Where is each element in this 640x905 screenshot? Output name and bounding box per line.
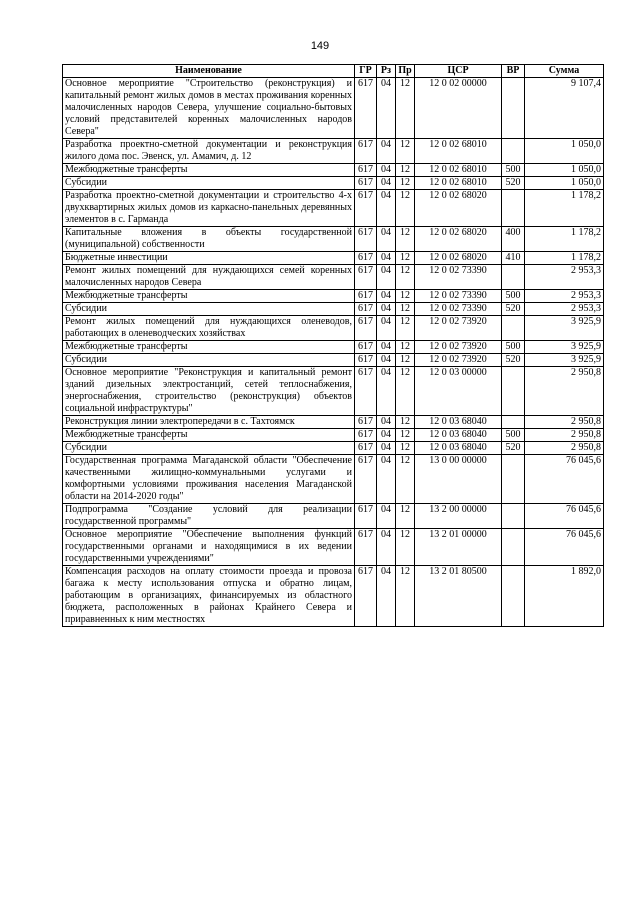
row-rz: 04 — [377, 265, 396, 290]
table-row — [63, 455, 604, 504]
row-name: Разработка проектно-сметной документации и реконструкция жилого дома пос. Эвенск, ул. Амамич, д. 12 — [63, 139, 355, 164]
row-vr — [502, 190, 525, 227]
row-pr: 12 — [396, 455, 415, 504]
row-rz: 04 — [377, 139, 396, 164]
row-csr: 12 0 02 73920 — [415, 341, 502, 354]
table-row — [63, 529, 604, 566]
row-sum: 1 050,0 — [525, 164, 604, 177]
row-rz: 04 — [377, 290, 396, 303]
row-csr: 12 0 02 73390 — [415, 290, 502, 303]
row-sum: 3 925,9 — [525, 354, 604, 367]
row-gr: 617 — [355, 190, 377, 227]
row-name: Ремонт жилых помещений для нуждающихся оленеводов, работающих в оленеводческих хозяйствах — [63, 316, 355, 341]
row-name: Субсидии — [63, 177, 355, 190]
row-csr: 12 0 03 68040 — [415, 416, 502, 429]
row-rz: 04 — [377, 442, 396, 455]
row-pr: 12 — [396, 566, 415, 627]
row-vr: 520 — [502, 303, 525, 316]
row-rz: 04 — [377, 504, 396, 529]
row-pr: 12 — [396, 139, 415, 164]
row-vr: 500 — [502, 164, 525, 177]
row-gr: 617 — [355, 164, 377, 177]
row-vr — [502, 416, 525, 429]
row-pr: 12 — [396, 316, 415, 341]
row-name: Бюджетные инвестиции — [63, 252, 355, 265]
row-name: Основное мероприятие "Реконструкция и капитальный ремонт зданий дизельных электростанций, сетей теплоснабжения, энергоснабжения, строительство (реконструкция) объектов социальной инфраструктуры" — [63, 367, 355, 416]
row-name: Ремонт жилых помещений для нуждающихся семей коренных малочисленных народов Севера — [63, 265, 355, 290]
row-pr: 12 — [396, 78, 415, 139]
row-name: Основное мероприятие "Обеспечение выполнения функций государственными органами и находящимися в их ведении государственными учреждениями" — [63, 529, 355, 566]
budget-table — [62, 64, 604, 627]
row-csr: 12 0 02 73920 — [415, 316, 502, 341]
row-csr: 12 0 03 00000 — [415, 367, 502, 416]
row-vr — [502, 566, 525, 627]
row-rz: 04 — [377, 164, 396, 177]
row-name: Субсидии — [63, 354, 355, 367]
row-vr: 410 — [502, 252, 525, 265]
table-row — [63, 416, 604, 429]
row-name: Капитальные вложения в объекты государственной (муниципальной) собственности — [63, 227, 355, 252]
row-rz: 04 — [377, 566, 396, 627]
row-sum: 2 953,3 — [525, 290, 604, 303]
header-gr: ГР — [355, 65, 377, 78]
row-pr: 12 — [396, 367, 415, 416]
row-vr: 400 — [502, 227, 525, 252]
row-pr: 12 — [396, 303, 415, 316]
row-name: Субсидии — [63, 303, 355, 316]
row-gr: 617 — [355, 566, 377, 627]
row-gr: 617 — [355, 177, 377, 190]
row-pr: 12 — [396, 354, 415, 367]
row-name: Межбюджетные трансферты — [63, 429, 355, 442]
header-vr: ВР — [502, 65, 525, 78]
row-gr: 617 — [355, 442, 377, 455]
row-gr: 617 — [355, 429, 377, 442]
row-csr: 12 0 02 73390 — [415, 303, 502, 316]
row-csr: 13 0 00 00000 — [415, 455, 502, 504]
row-csr: 12 0 02 68020 — [415, 227, 502, 252]
row-rz: 04 — [377, 341, 396, 354]
row-pr: 12 — [396, 252, 415, 265]
row-pr: 12 — [396, 227, 415, 252]
row-sum: 2 950,8 — [525, 416, 604, 429]
row-sum: 2 950,8 — [525, 429, 604, 442]
row-csr: 12 0 02 68020 — [415, 252, 502, 265]
row-vr: 520 — [502, 442, 525, 455]
row-gr: 617 — [355, 303, 377, 316]
row-pr: 12 — [396, 416, 415, 429]
row-sum: 3 925,9 — [525, 316, 604, 341]
row-name: Реконструкция линии электропередачи в с. Тахтоямск — [63, 416, 355, 429]
row-gr: 617 — [355, 139, 377, 164]
row-csr: 12 0 02 68010 — [415, 139, 502, 164]
row-sum: 3 925,9 — [525, 341, 604, 354]
table-row — [63, 164, 604, 177]
header-rz: Рз — [377, 65, 396, 78]
table-row — [63, 354, 604, 367]
row-name: Субсидии — [63, 442, 355, 455]
row-pr: 12 — [396, 504, 415, 529]
row-pr: 12 — [396, 290, 415, 303]
row-rz: 04 — [377, 252, 396, 265]
table-row — [63, 290, 604, 303]
row-csr: 12 0 02 68010 — [415, 164, 502, 177]
row-rz: 04 — [377, 429, 396, 442]
row-rz: 04 — [377, 227, 396, 252]
table-row — [63, 78, 604, 139]
row-gr: 617 — [355, 316, 377, 341]
table-row — [63, 139, 604, 164]
row-vr: 520 — [502, 354, 525, 367]
row-sum: 1 178,2 — [525, 227, 604, 252]
row-csr: 13 2 01 80500 — [415, 566, 502, 627]
row-gr: 617 — [355, 252, 377, 265]
row-gr: 617 — [355, 78, 377, 139]
row-vr: 500 — [502, 341, 525, 354]
row-pr: 12 — [396, 190, 415, 227]
table-row — [63, 252, 604, 265]
header-csr: ЦСР — [415, 65, 502, 78]
row-pr: 12 — [396, 529, 415, 566]
row-vr — [502, 529, 525, 566]
table-row — [63, 566, 604, 627]
row-csr: 12 0 02 73920 — [415, 354, 502, 367]
row-vr — [502, 139, 525, 164]
header-name: Наименование — [63, 65, 355, 78]
row-sum: 1 178,2 — [525, 252, 604, 265]
row-rz: 04 — [377, 455, 396, 504]
table-row — [63, 316, 604, 341]
row-gr: 617 — [355, 504, 377, 529]
table-row — [63, 367, 604, 416]
row-name: Межбюджетные трансферты — [63, 290, 355, 303]
row-vr: 500 — [502, 429, 525, 442]
table-row — [63, 227, 604, 252]
row-gr: 617 — [355, 265, 377, 290]
row-vr — [502, 265, 525, 290]
table-row — [63, 265, 604, 290]
row-vr: 520 — [502, 177, 525, 190]
row-rz: 04 — [377, 316, 396, 341]
row-vr — [502, 316, 525, 341]
row-gr: 617 — [355, 367, 377, 416]
table-row — [63, 341, 604, 354]
row-sum: 2 950,8 — [525, 442, 604, 455]
row-rz: 04 — [377, 177, 396, 190]
row-pr: 12 — [396, 442, 415, 455]
row-csr: 12 0 02 68010 — [415, 177, 502, 190]
row-csr: 12 0 02 00000 — [415, 78, 502, 139]
row-gr: 617 — [355, 416, 377, 429]
row-csr: 13 2 00 00000 — [415, 504, 502, 529]
row-vr: 500 — [502, 290, 525, 303]
row-name: Разработка проектно-сметной документации и строительство 4-х двухквартирных жилых домов из каркасно-панельных деревянных элементов в с. Гарманда — [63, 190, 355, 227]
row-rz: 04 — [377, 303, 396, 316]
row-csr: 12 0 03 68040 — [415, 429, 502, 442]
row-sum: 1 050,0 — [525, 139, 604, 164]
row-sum: 2 953,3 — [525, 303, 604, 316]
header-sum: Сумма — [525, 65, 604, 78]
row-sum: 2 953,3 — [525, 265, 604, 290]
row-rz: 04 — [377, 367, 396, 416]
row-sum: 1 892,0 — [525, 566, 604, 627]
table-row — [63, 504, 604, 529]
row-gr: 617 — [355, 455, 377, 504]
row-csr: 12 0 03 68040 — [415, 442, 502, 455]
header-pr: Пр — [396, 65, 415, 78]
row-rz: 04 — [377, 190, 396, 227]
table-row — [63, 303, 604, 316]
row-csr: 12 0 02 73390 — [415, 265, 502, 290]
row-gr: 617 — [355, 290, 377, 303]
row-pr: 12 — [396, 164, 415, 177]
table-row — [63, 177, 604, 190]
row-gr: 617 — [355, 354, 377, 367]
row-pr: 12 — [396, 429, 415, 442]
row-sum: 76 045,6 — [525, 504, 604, 529]
table-row — [63, 190, 604, 227]
row-gr: 617 — [355, 341, 377, 354]
row-name: Основное мероприятие "Строительство (реконструкция) и капитальный ремонт жилых домов в местах проживания коренных малочисленных народов Севера, улучшение социально-бытовых условий представителей коренных малочисленных народов Севера" — [63, 78, 355, 139]
row-rz: 04 — [377, 78, 396, 139]
row-sum: 9 107,4 — [525, 78, 604, 139]
row-csr: 12 0 02 68020 — [415, 190, 502, 227]
row-rz: 04 — [377, 529, 396, 566]
row-name: Государственная программа Магаданской области "Обеспечение качественными жилищно-коммунальными услугами и комфортными условиями проживания населения Магаданской области на 2014-2020 годы" — [63, 455, 355, 504]
row-vr — [502, 455, 525, 504]
page-number: 149 — [310, 40, 330, 52]
table-header-row — [63, 65, 604, 78]
row-rz: 04 — [377, 354, 396, 367]
row-gr: 617 — [355, 529, 377, 566]
row-name: Межбюджетные трансферты — [63, 341, 355, 354]
row-vr — [502, 78, 525, 139]
row-sum: 76 045,6 — [525, 529, 604, 566]
row-sum: 2 950,8 — [525, 367, 604, 416]
row-vr — [502, 367, 525, 416]
row-sum: 1 050,0 — [525, 177, 604, 190]
row-name: Компенсация расходов на оплату стоимости проезда и провоза багажа к месту использования отпуска и обратно лицам, работающим в организациях, финансируемых из областного бюджета, расположенных в районах Крайнего Севера и приравненных к ним местностях — [63, 566, 355, 627]
row-pr: 12 — [396, 177, 415, 190]
row-rz: 04 — [377, 416, 396, 429]
row-csr: 13 2 01 00000 — [415, 529, 502, 566]
row-name: Подпрограмма "Создание условий для реализации государственной программы" — [63, 504, 355, 529]
row-vr — [502, 504, 525, 529]
row-name: Межбюджетные трансферты — [63, 164, 355, 177]
row-sum: 76 045,6 — [525, 455, 604, 504]
row-pr: 12 — [396, 265, 415, 290]
row-gr: 617 — [355, 227, 377, 252]
table-row — [63, 442, 604, 455]
row-pr: 12 — [396, 341, 415, 354]
table-row — [63, 429, 604, 442]
row-sum: 1 178,2 — [525, 190, 604, 227]
